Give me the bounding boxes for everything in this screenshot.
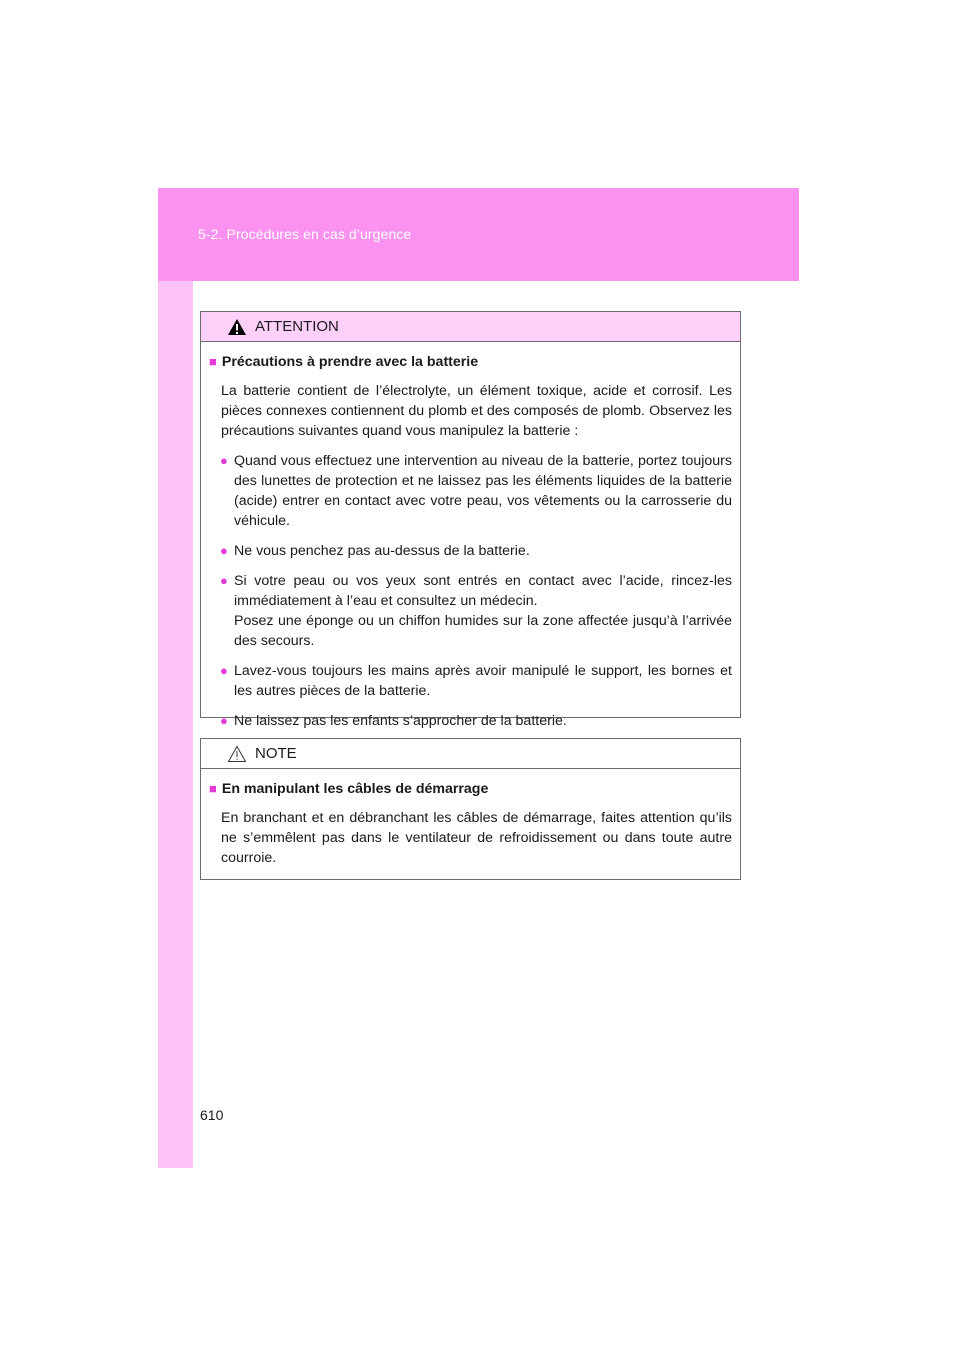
attention-subtitle bbox=[209, 352, 732, 372]
round-bullet-icon: ● bbox=[220, 713, 228, 728]
note-subtitle bbox=[209, 779, 732, 799]
page-number: 610 bbox=[200, 1107, 224, 1123]
warning-icon bbox=[227, 318, 247, 336]
attention-title: Précautions à prendre avec la batterie bbox=[221, 354, 479, 370]
attention-label: ATTENTION bbox=[255, 318, 339, 335]
square-bullet-icon: ■ bbox=[209, 781, 217, 796]
list-item: ● Lavez-vous toujours les mains après avoir manipulé le support, les bornes et les autres pièces de la batterie. bbox=[220, 663, 732, 699]
square-bullet-icon: ■ bbox=[209, 354, 217, 369]
list-item: ● Ne laissez pas les enfants s’approcher de la batterie. bbox=[220, 713, 567, 729]
note-header bbox=[201, 739, 740, 769]
round-bullet-icon: ● bbox=[220, 453, 228, 468]
caution-outline-icon bbox=[227, 745, 247, 763]
section-title: 5-2. Procédures en cas d’urgence bbox=[198, 226, 412, 242]
note-text: En branchant et en débranchant les câbles de démarrage, faites attention qu’ils ne s’emmêlent pas dans le ventilateur de refroidissement ou dans toute autre courroie. bbox=[221, 810, 732, 866]
list-item: ● Si votre peau ou vos yeux sont entrés en contact avec l’acide, rincez-les immédiatement à l’eau et consultez un médecin. Posez une éponge ou un chiffon humides sur la zone affectée jusqu’à l’arrivée des secours. bbox=[220, 573, 732, 649]
round-bullet-icon: ● bbox=[220, 543, 228, 558]
round-bullet-icon: ● bbox=[220, 663, 228, 678]
note-box bbox=[200, 738, 741, 880]
note-title: En manipulant les câbles de démarrage bbox=[221, 781, 489, 797]
list-item: ● Quand vous effectuez une intervention au niveau de la batterie, portez toujours des lunettes de protection et ne laissez pas les éléments liquides de la batterie (acide) entrer en contact avec votre peau, vos vêtements ou la carrosserie du véhicule. bbox=[220, 453, 732, 529]
side-tab-strip bbox=[158, 281, 193, 1168]
list-item: ● Ne vous penchez pas au-dessus de la batterie. bbox=[220, 543, 530, 559]
attention-box bbox=[200, 311, 741, 729]
attention-intro: La batterie contient de l’électrolyte, un élément toxique, acide et corrosif. Les pièces connexes contiennent du plomb et des composés de plomb. Observez les précautions suivantes quand vous manipulez la batterie : bbox=[221, 383, 732, 439]
note-label: NOTE bbox=[255, 745, 297, 762]
attention-header bbox=[201, 312, 740, 342]
round-bullet-icon: ● bbox=[220, 573, 228, 588]
